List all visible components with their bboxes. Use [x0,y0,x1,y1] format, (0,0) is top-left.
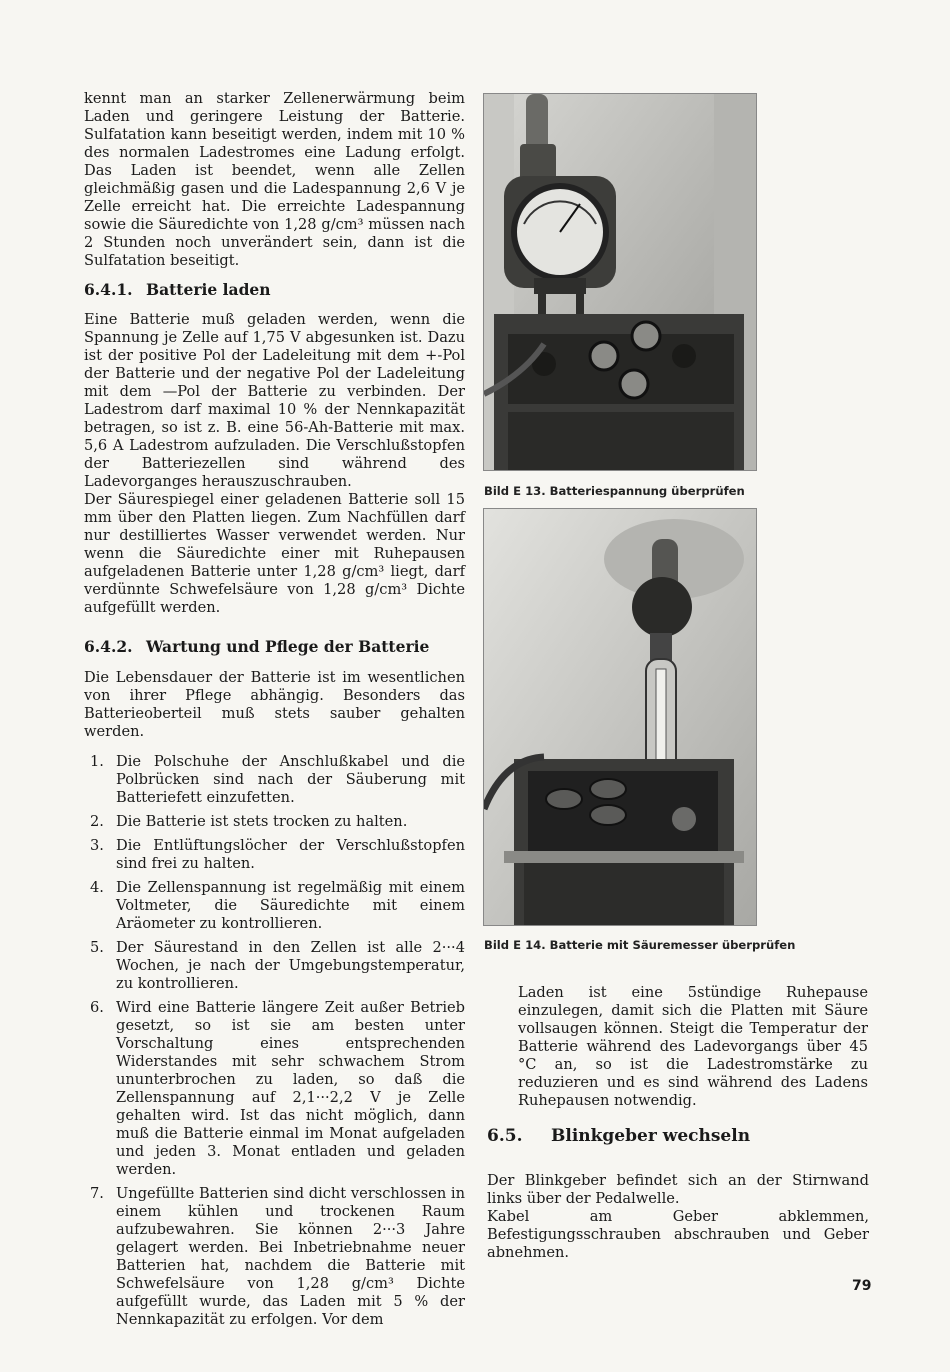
list-item [84,879,465,933]
paragraph: Laden ist eine 5stündige Ruhepause einzulegen, damit sich die Platten mit Säure vollsaugen können. Steigt die Temperatur der Batterie während des Ladevorgangs über 45 °C an, so ist die Ladestromstärke zu reduzieren und es sind während des Ladens Ruhepausen notwendig. [518,984,868,1109]
section-title: Blinkgeber wechseln [551,1126,751,1146]
battery-hydrometer-photo [483,508,757,926]
item-7-continuation [518,984,868,1110]
item-number: 6. [90,999,104,1016]
paragraph: Kabel am Geber abklemmen, Befestigungsschrauben abschrauben und Geber abnehmen. [487,1208,869,1261]
paragraph: Der Blinkgeber befindet sich an der Stirnwand links über der Pedalwelle. [487,1172,869,1207]
list-item [84,753,465,807]
intro-paragraph: kennt man an starker Zellenerwärmung beim Laden und geringere Leistung der Batterie. Sulfatation kann beseitigt werden, indem mit 10 % des normalen Ladestromes eine Ladung erfolgt. Das Laden ist beendet, wenn alle Zellen gleichmäßig gasen und die Ladespannung 2,6 V je Zelle erreicht hat. Die erreichte Ladespannung sowie die Säuredichte von 1,28 g/cm³ müssen nach 2 Stunden noch unverändert sein, dann ist die Sulfatation beseitigt. [84,90,465,269]
item-number: 2. [90,813,104,830]
section-heading-6-4-1 [84,280,465,299]
page-number: 79 [852,1278,872,1294]
list-item [84,999,465,1179]
item-text: Die Polschuhe der Anschlußkabel und die Polbrücken sind nach der Säuberung mit Batteriefett einzufetten. [116,753,465,806]
item-text: Der Säurestand in den Zellen ist alle 2···4 Wochen, je nach der Umgebungstemperatur, zu kontrollieren. [116,939,465,992]
section-heading-6-5 [487,1126,750,1146]
section-number: 6.4.1. [84,280,133,299]
item-number: 1. [90,753,104,770]
item-number: 4. [90,879,104,896]
item-text: Die Entlüftungslöcher der Verschlußstopfen sind frei zu halten. [116,837,465,872]
section-title: Wartung und Pflege der Batterie [146,637,430,656]
item-number: 7. [90,1185,104,1202]
section-number: 6.5. [487,1126,523,1146]
list-item [84,813,465,831]
paragraph: Der Säurespiegel einer geladenen Batterie soll 15 mm über den Platten liegen. Zum Nachfüllen darf nur destilliertes Wasser verwendet werden. Nur wenn die Säuredichte einer mit Ruhepausen aufgeladenen Batterie unter 1,28 g/cm³ liegt, darf verdünnte Schwefelsäure von 1,28 g/cm³ Dichte aufgefüllt werden. [84,491,465,616]
section-6-5-body [487,1172,869,1262]
section-title: Batterie laden [146,280,271,299]
list-item [84,837,465,873]
battery-hydrometer-illustration [484,509,756,925]
battery-voltage-photo [483,93,757,471]
figure-caption-e13: Bild E 13. Batteriespannung überprüfen [484,484,745,498]
item-text: Wird eine Batterie längere Zeit außer Betrieb gesetzt, so ist sie am besten unter Vorschaltung eines entsprechenden Widerstandes mit sehr schwachem Strom ununterbrochen zu laden, so daß die Zellenspannung auf 2,1···2,2 V je Zelle gehalten wird. Ist das nicht möglich, dann muß die Batterie einmal im Monat aufgeladen und jeden 3. Monat entladen und geladen werden. [116,999,465,1178]
paragraph: Eine Batterie muß geladen werden, wenn die Spannung je Zelle auf 1,75 V abgesunken ist. Dazu ist der positive Pol der Ladeleitung mit dem +-Pol der Batterie und der negative Pol der Ladeleitung mit dem —Pol der Batterie zu verbinden. Der Ladestrom darf maximal 10 % der Nennkapazität betragen, so ist z. B. eine 56-Ah-Batterie mit max. 5,6 A Ladestrom aufzuladen. Die Verschlußstopfen der Batteriezellen sind während des Ladevorganges herauszuschrauben. [84,311,465,490]
item-text: Die Batterie ist stets trocken zu halten. [116,813,408,830]
section-heading-6-4-2 [84,637,465,656]
item-text: Ungefüllte Batterien sind dicht verschlossen in einem kühlen und trockenen Raum aufzubewahren. Sie können 2···3 Jahre gelagert werden. Bei Inbetriebnahme neuer Batterien hat, nachdem die Batterie mit Schwefelsäure von 1,28 g/cm³ Dichte aufgefüllt wurde, das Laden mit 5 % der Nennkapazität zu erfolgen. Vor dem [116,1185,465,1328]
section-number: 6.4.2. [84,637,133,656]
list-item [84,939,465,993]
left-column [84,90,465,1335]
maintenance-list [84,753,465,1329]
item-number: 3. [90,837,104,854]
list-item [84,1185,465,1329]
figure-caption-e14: Bild E 14. Batterie mit Säuremesser überprüfen [484,938,796,952]
item-text: Die Zellenspannung ist regelmäßig mit einem Voltmeter, die Säuredichte mit einem Aräometer zu kontrollieren. [116,879,465,932]
battery-voltage-illustration [484,94,756,470]
paragraph: Die Lebensdauer der Batterie ist im wesentlichen von ihrer Pflege abhängig. Besonders das Batterieoberteil muß stets sauber gehalten werden. [84,669,465,740]
item-number: 5. [90,939,104,956]
